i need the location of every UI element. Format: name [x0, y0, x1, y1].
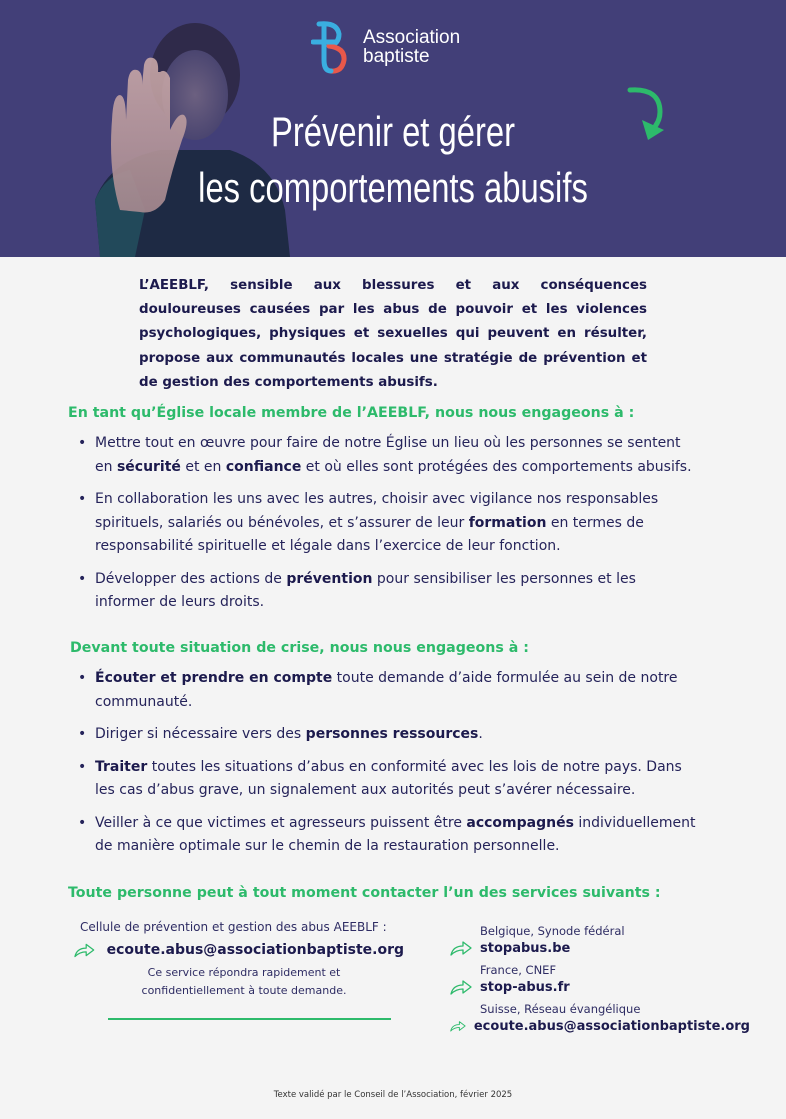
hero-banner	[0, 0, 786, 257]
contacts-heading: Toute personne peut à tout moment contacter l’un des services suivants :	[68, 885, 661, 901]
section2-item-4	[78, 812, 698, 859]
footer-note: Texte validé par le Conseil de l’Association, février 2025	[273, 1090, 513, 1100]
text: et où elles sont protégées des comportements abusifs.	[301, 458, 692, 475]
divider	[108, 1018, 391, 1020]
text: pour sensibiliser les personnes et les informer de leurs droits.	[95, 570, 636, 610]
text: et en	[180, 458, 226, 475]
contact-main-note	[94, 964, 394, 1000]
contact-main-email-link[interactable]: ecoute.abus@associationbaptiste.org	[106, 942, 404, 958]
emphasis: Traiter	[95, 758, 148, 775]
section2-item-2	[78, 723, 698, 747]
contact-other-link[interactable]: stopabus.be	[480, 940, 571, 956]
text: Veiller à ce que victimes et agresseurs puissent être	[95, 814, 467, 831]
section1-item-3	[78, 568, 698, 615]
section2-heading: Devant toute situation de crise, nous nous engageons à :	[70, 640, 529, 656]
contact-other-link[interactable]: ecoute.abus@associationbaptiste.org	[473, 1018, 750, 1034]
note-line2: confidentiellement à toute demande.	[141, 984, 347, 997]
curved-arrow-down-icon	[626, 86, 670, 142]
contact-main	[74, 920, 404, 1000]
contact-main-label: Cellule de prévention et gestion des abus AEEBLF :	[80, 920, 387, 934]
contact-others	[450, 922, 750, 1039]
contact-other-3	[450, 1000, 750, 1034]
section1-item-2	[78, 488, 698, 559]
contact-other-label: France, CNEF	[480, 963, 557, 977]
text: Développer des actions de	[95, 570, 287, 587]
logo-line1: Association	[363, 27, 461, 48]
logo-line2: baptiste	[363, 46, 430, 67]
page-title-line2: les comportements abusifs	[198, 164, 588, 211]
contact-other-label: Belgique, Synode fédéral	[480, 924, 625, 938]
note-line1: Ce service répondra rapidement et	[147, 966, 341, 979]
emphasis: Écouter et prendre en compte	[95, 670, 333, 686]
contact-other-1	[450, 922, 750, 956]
section1-list	[78, 432, 698, 624]
page-title-line1: Prévenir et gérer	[271, 108, 515, 155]
section2-item-1	[78, 667, 698, 714]
share-arrow-icon	[450, 1018, 466, 1034]
emphasis: personnes ressources	[305, 726, 479, 742]
emphasis: accompagnés	[466, 814, 574, 831]
text: Mettre tout en œuvre pour faire de notre Église un lieu où les personnes se sentent en	[95, 435, 681, 475]
emphasis: prévention	[286, 570, 373, 587]
text: .	[478, 726, 483, 742]
text: en termes de responsabilité spirituelle et légale dans l’exercice de leur fonction.	[95, 514, 644, 554]
intro-paragraph: L’AEEBLF, sensible aux blessures et aux conséquences douloureuses causées par les abus de pouvoir et les violences psychologiques, physiques et sexuelles qui peuvent en résulter, propose aux communautés locales une stratégie de prévention et de gestion des comportements abusifs.	[139, 278, 647, 390]
text: toutes les situations d’abus en conformité avec les lois de notre pays. Dans les cas d’abus grave, un signalement aux autorités peut s’avérer nécessaire.	[95, 758, 682, 798]
share-arrow-icon	[74, 942, 95, 958]
emphasis: sécurité	[116, 458, 181, 475]
text: toute demande d’aide formulée au sein de notre communauté.	[95, 670, 678, 710]
text: En collaboration les uns avec les autres, choisir avec vigilance nos responsables spirituels, salariés ou bénévoles, et s’assurer de leur	[95, 491, 659, 531]
contact-other-label: Suisse, Réseau évangélique	[480, 1002, 641, 1016]
logo	[311, 20, 460, 74]
text: Diriger si nécessaire vers des	[95, 726, 306, 742]
section2-item-3	[78, 756, 698, 803]
share-arrow-icon	[450, 940, 472, 956]
section1-item-1	[78, 432, 698, 479]
emphasis: formation	[468, 514, 547, 531]
section2-list	[78, 667, 698, 868]
text: individuellement de manière optimale sur le chemin de la restauration personnelle.	[95, 814, 696, 854]
section1-heading: En tant qu’Église locale membre de l’AEEBLF, nous nous engageons à :	[68, 405, 635, 421]
contact-other-link[interactable]: stop-abus.fr	[480, 979, 570, 995]
contact-other-2	[450, 961, 750, 995]
association-baptiste-logo-icon	[311, 20, 355, 74]
emphasis: confiance	[225, 458, 302, 475]
share-arrow-icon	[450, 979, 472, 995]
